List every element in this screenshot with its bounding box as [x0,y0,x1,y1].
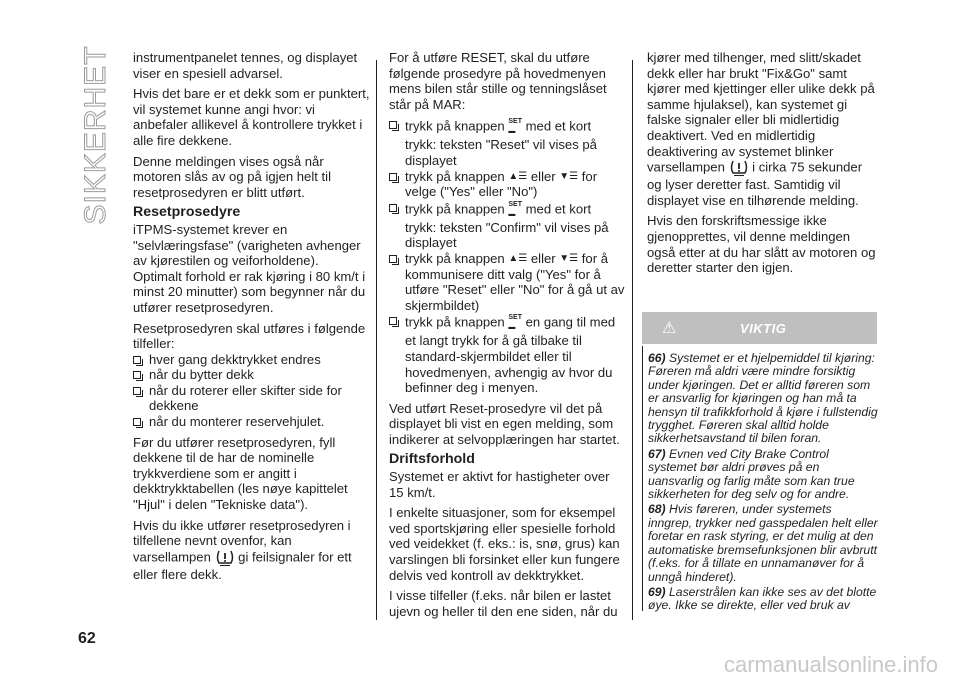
paragraph: Før du utfører resetprosedyren, fyll dekkene til de har de nominelle trykkverdiene som er angitt i dekktrykktabellen (les nøye kapittelet "Hjul" i delen "Tekniske data"). [133,434,348,513]
set-button-icon: SET ▬ [508,200,522,218]
exclamation-triangle-icon: ⚠ [662,320,677,337]
down-arrow-button-icon: ▼☰ [559,171,579,183]
list-item: når du monterer reservehjulet. [133,414,370,430]
paragraph: For å utføre RESET, skal du utføre følgende prosedyre på hovedmenyen mens bilen står stille og tenningslåset står på MAR: [389,50,607,112]
column-1 [133,50,370,587]
list-item: hver gang dekktrykket endres [133,352,370,368]
note-item: 69) Laserstrålen kan ikke ses av det blotte øye. Ikke se direkte, eller ved bruk av [648,584,877,613]
viktig-banner [642,312,877,344]
paragraph: Hvis det bare er et dekk som er punktert, vil systemet kunne angi hvor: vi anbefaler allikevel å kontrollere trykket i alle fire dekkene. [133,86,370,148]
viktig-notes [648,352,878,615]
square-bullet-icon [389,173,401,180]
paragraph: Systemet er aktivt for hastigheter over 15 km/t. [389,469,610,500]
square-bullet-icon [389,121,401,128]
up-arrow-button-icon: ▲☰ [508,171,528,183]
paragraph: I visse tilfeller (f.eks. når bilen er lastet ujevn og heller til den ene siden, når du [389,588,618,619]
square-bullet-icon [133,356,145,363]
paragraph: Hvis den forskriftsmessige ikke gjenopprettes, vil denne meldingen også etter at du har slått av motoren og deretter starter den igjen. [647,213,876,276]
set-button-icon: SET ▬ [508,118,522,136]
column-2 [389,50,626,624]
list-item: når du bytter dekk [133,367,370,383]
paragraph: instrumentpanelet tennes, og displayet viser en spesiell advarsel. [133,50,358,81]
square-bullet-icon [389,317,401,324]
up-arrow-button-icon: ▲☰ [508,253,528,265]
heading-reset: Resetprosedyre [133,204,241,221]
square-bullet-icon [133,387,145,394]
tpms-warning-icon [729,159,749,177]
section-title: SIKKERHET [79,45,112,225]
paragraph: Denne meldingen vises også når motoren slås av og på igjen helt til resetprosedyren er blitt utført. [133,153,331,200]
viktig-label: VIKTIG [740,321,787,336]
column-divider [632,60,633,620]
paragraph: I enkelte situasjoner, som for eksempel ved sportskjøring eller spesielle forhold ved veidekket (f. eks.: is, snø, grus) kan varslingen bli forsinket eller kun fungere delvis ved kontroll av dekktrykket. [389,505,620,583]
paragraph: kjører med tilhenger, med slitt/skadet dekk eller har brukt "Fix&Go" samt kjører med kjettinger eller ulike dekk på samme hjulaksel), kan systemet gi falske signaler eller bli midlertidig deaktivert. Ved en midlertidig deaktivering av systemet blinker varsellampen i cirka 75 sekunder og lyser deretter fast. Samtidig vil displayet vise en tilhørende melding. [647,50,875,208]
set-button-icon: SET ▬ [508,314,522,332]
list-item: trykk på knappen SET ▬ med et kort trykk: teksten "Confirm" vil vises på displayet [389,200,626,251]
paragraph: Resetprosedyren skal utføres i følgende tilfeller: [133,320,366,352]
list-item: trykk på knappen SET ▬ med et kort trykk: teksten "Reset" vil vises på displayet [389,117,626,168]
viktig-border [642,346,643,611]
note-item: 68) Hvis føreren, under systemets inngrep, trykker ned gasspedalen helt eller foretar en rask styring, er det mulig at den automatiske bremsefunksjonen blir avbrutt (f.eks. for å tillate en unnamanøver for å unngå hinderet). [648,502,878,584]
page-number: 62 [78,630,96,647]
list-item: trykk på knappen ▲☰ eller ▼☰ for å kommunisere ditt valg ("Yes" for å utføre "Reset" eller "No" for å gå ut av skjermbildet) [389,251,626,313]
paragraph: iTPMS-systemet krever en "selvlæringsfase" (varigheten avhenger av kjørestilen og veiforholdene). Optimalt forhold er rak kjøring i 80 km/t i minst 20 minutter) som begynner når du utfører resetprosedyren. [133,221,366,315]
down-arrow-button-icon: ▼☰ [559,253,579,265]
square-bullet-icon [389,204,401,211]
note-item: 66) Systemet er et hjelpemiddel til kjøring: Føreren må aldri være mindre forsiktig under kjøringen. Det er alltid føreren som er ansvarlig for kjøringen og han må ta hensyn til trafikkforhold å kjøre i fullstendig trygghet. Føreren skal alltid holde sikkerhetsavstand til bilen foran. [648,351,878,446]
tpms-warning-icon [215,549,235,567]
paragraph: Ved utført Reset-prosedyre vil det på displayet bli vist en egen melding, som indikerer at selvopplæringen har startet. [389,400,620,447]
paragraph: Hvis du ikke utfører resetprosedyren i tilfellene nevnt ovenfor, kan varsellampen gi feilsignaler for ett eller flere dekk. [133,517,352,582]
watermark: carmanualsonline.info [723,652,938,677]
square-bullet-icon [133,371,145,378]
note-item: 67) Evnen ved City Brake Control systemet bør aldri prøves på en uansvarlig og farlig måte som kan true sikkerheten for deg selv og for andre. [648,446,855,502]
square-bullet-icon [133,418,145,425]
list-item: trykk på knappen SET ▬ en gang til med et langt trykk for å gå tilbake til standard-skjermbildet eller til hovedmenyen, avhengig av hvor du befinner deg i menyen. [389,313,626,395]
column-3 [647,50,879,281]
square-bullet-icon [389,255,401,262]
heading-drift: Driftsforhold [389,451,475,468]
list-item: trykk på knappen ▲☰ eller ▼☰ for velge ("Yes" eller "No") [389,169,626,200]
list-item: når du roterer eller skifter side for dekkene [133,383,370,414]
column-divider [376,60,377,620]
